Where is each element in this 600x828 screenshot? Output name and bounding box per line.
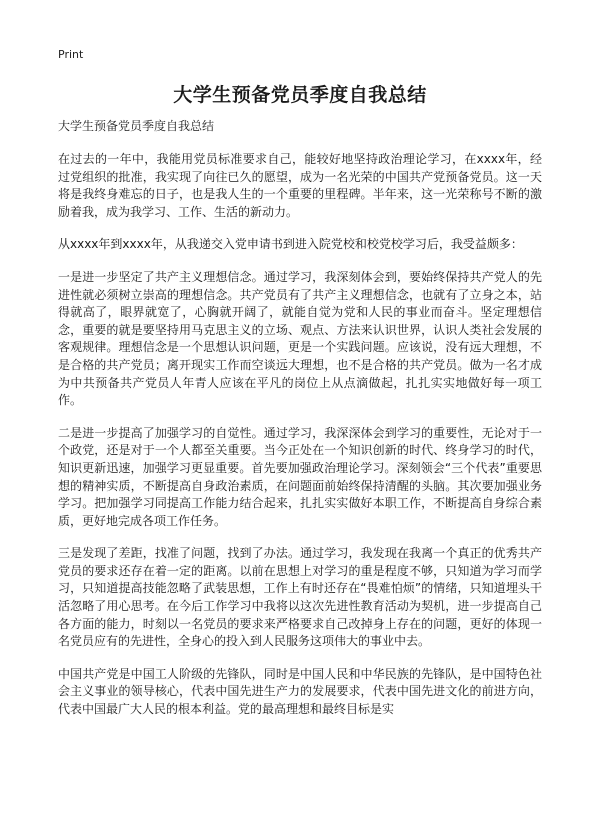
paragraph-intro: 在过去的一年中，我能用党员标准要求自己，能较好地坚持政治理论学习，在xxxx年，经过党组织的批准，我实现了向往已久的愿望，成为一名光荣的中国共产党预备党员。这一天将是我终身难忘的日子，也是我人生的一个重要的里程碑。半年来，这一光荣称号不断的激励着我，成为我学习、工作、生活的新动力。	[58, 152, 542, 219]
paragraph-point-three: 三是发现了差距，找准了问题，找到了办法。通过学习，我发现在我离一个真正的优秀共产党员的要求还存在着一定的距离。以前在思想上对学习的重是程度不够，只知道为学习而学习，只知道提高技能忽略了武装思想，工作上有时还存在“畏难怕烦”的情绪，只知道埋头干活忽略了用心思考。在今后工作学习中我将以这次先进性教育活动为契机，进一步提高自己各方面的能力，时刻以一名党员的要求来严格要求自己改掉身上存在的问题，更好的体现一名党员应有的先进性，全身心的投入到人民服务这项伟大的事业中去。	[58, 546, 542, 649]
document-subtitle: 大学生预备党员季度自我总结	[58, 119, 215, 133]
paragraph-point-two: 二是进一步提高了加强学习的自觉性。通过学习，我深深体会到学习的重要性，无论对于一个政党，还是对于一个人都至关重要。当今正处在一个知识创新的时代、终身学习的时代，知识更新迅速，加强学习更显重要。首先要加强政治理论学习。深刻领会“三个代表”重要思想的精神实质，不断提高自身政治素质，在问题面前始终保持清醒的头脑。其次要加强业务学习。把加强学习同提高工作能力结合起来，扎扎实实做好本职工作，不断提高自身综合素质，更好地完成各项工作任务。	[58, 425, 542, 528]
document-body	[58, 118, 542, 734]
paragraph-benefits-lead: 从xxxx年到xxxx年，从我递交入党申请书到进入院党校和校党校学习后，我受益颇多：	[58, 237, 523, 252]
paragraph-point-one: 一是进一步坚定了共产主义理想信念。通过学习，我深刻体会到，要始终保持共产党人的先进性就必须树立崇高的理想信念。共产党员有了共产主义理想信念，也就有了立身之本，站得就高了，眼界就宽了，心胸就开阔了，就能自觉为党和人民的事业而奋斗。坚定理想信念，重要的就是要坚持用马克思主义的立场、观点、方法来认识世界，认识人类社会发展的客观规律。理想信念是一个思想认识问题，更是一个实践问题。应该说，没有远大理想，不是合格的共产党员；离开现实工作而空谈远大理想，也不是合格的共产党员。做为一名才成为中共预备共产党员人年青人应该在平凡的岗位上从点滴做起，扎扎实实地做好每一项工作。	[58, 269, 542, 408]
page-title: 大学生预备党员季度自我总结	[173, 84, 427, 106]
print-link[interactable]: Print	[58, 48, 84, 61]
paragraph-party-description: 中国共产党是中国工人阶级的先锋队，同时是中国人民和中华民族的先锋队，是中国特色社会主义事业的领导核心，代表中国先进生产力的发展要求，代表中国先进文化的前进方向，代表中国最广大人民的根本利益。党的最高理想和最终目标是实	[58, 666, 542, 717]
